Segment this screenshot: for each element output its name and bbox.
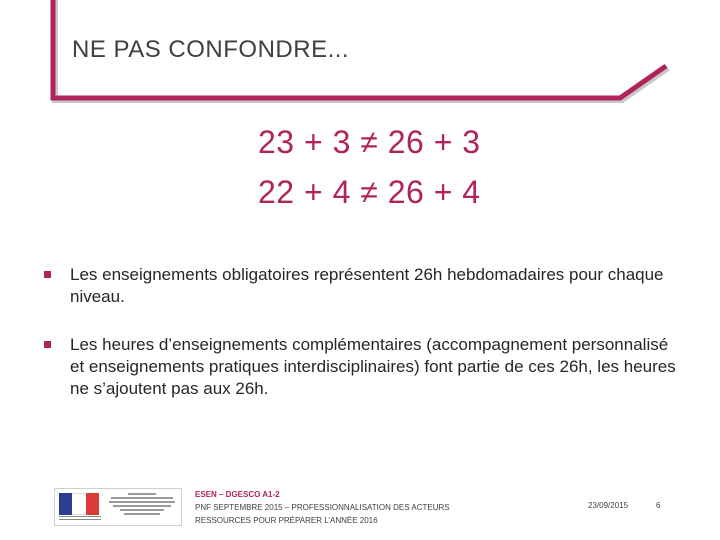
square-bullet-icon [44,271,51,278]
footer-line-2: PNF SEPTEMBRE 2015 – PROFESSIONNALISATION DES ACTEURS [195,503,450,512]
footer-line-1: ESEN – DGESCO A1-2 [195,490,280,499]
bullet-text: Les heures d’enseignements complémentaires (accompagnement personnalisé et enseignements pratiques interdisciplinaires) font partie de ces 26h, les heures ne s’ajoutent pas aux 26h. [70,335,676,398]
slide-title: NE PAS CONFONDRE... [72,36,350,63]
equation-2: 22 + 4 ≠ 26 + 4 [258,174,481,210]
bullet-text: Les enseignements obligatoires représentent 26h hebdomadaires pour chaque niveau. [70,265,664,306]
footer-line-3: RESSOURCES POUR PRÉPARER L’ANNÉE 2016 [195,516,378,525]
equation-1: 23 + 3 ≠ 26 + 3 [258,124,481,160]
bullet-item [42,334,682,400]
footer-info [195,488,450,527]
bullet-list [42,264,682,426]
footer-date: 23/09/2015 [588,501,629,510]
square-bullet-icon [44,341,51,348]
french-flag-icon [59,493,99,515]
bullet-item [42,264,682,308]
ministere-education-logo-icon [54,488,182,526]
page-number: 6 [656,501,661,510]
